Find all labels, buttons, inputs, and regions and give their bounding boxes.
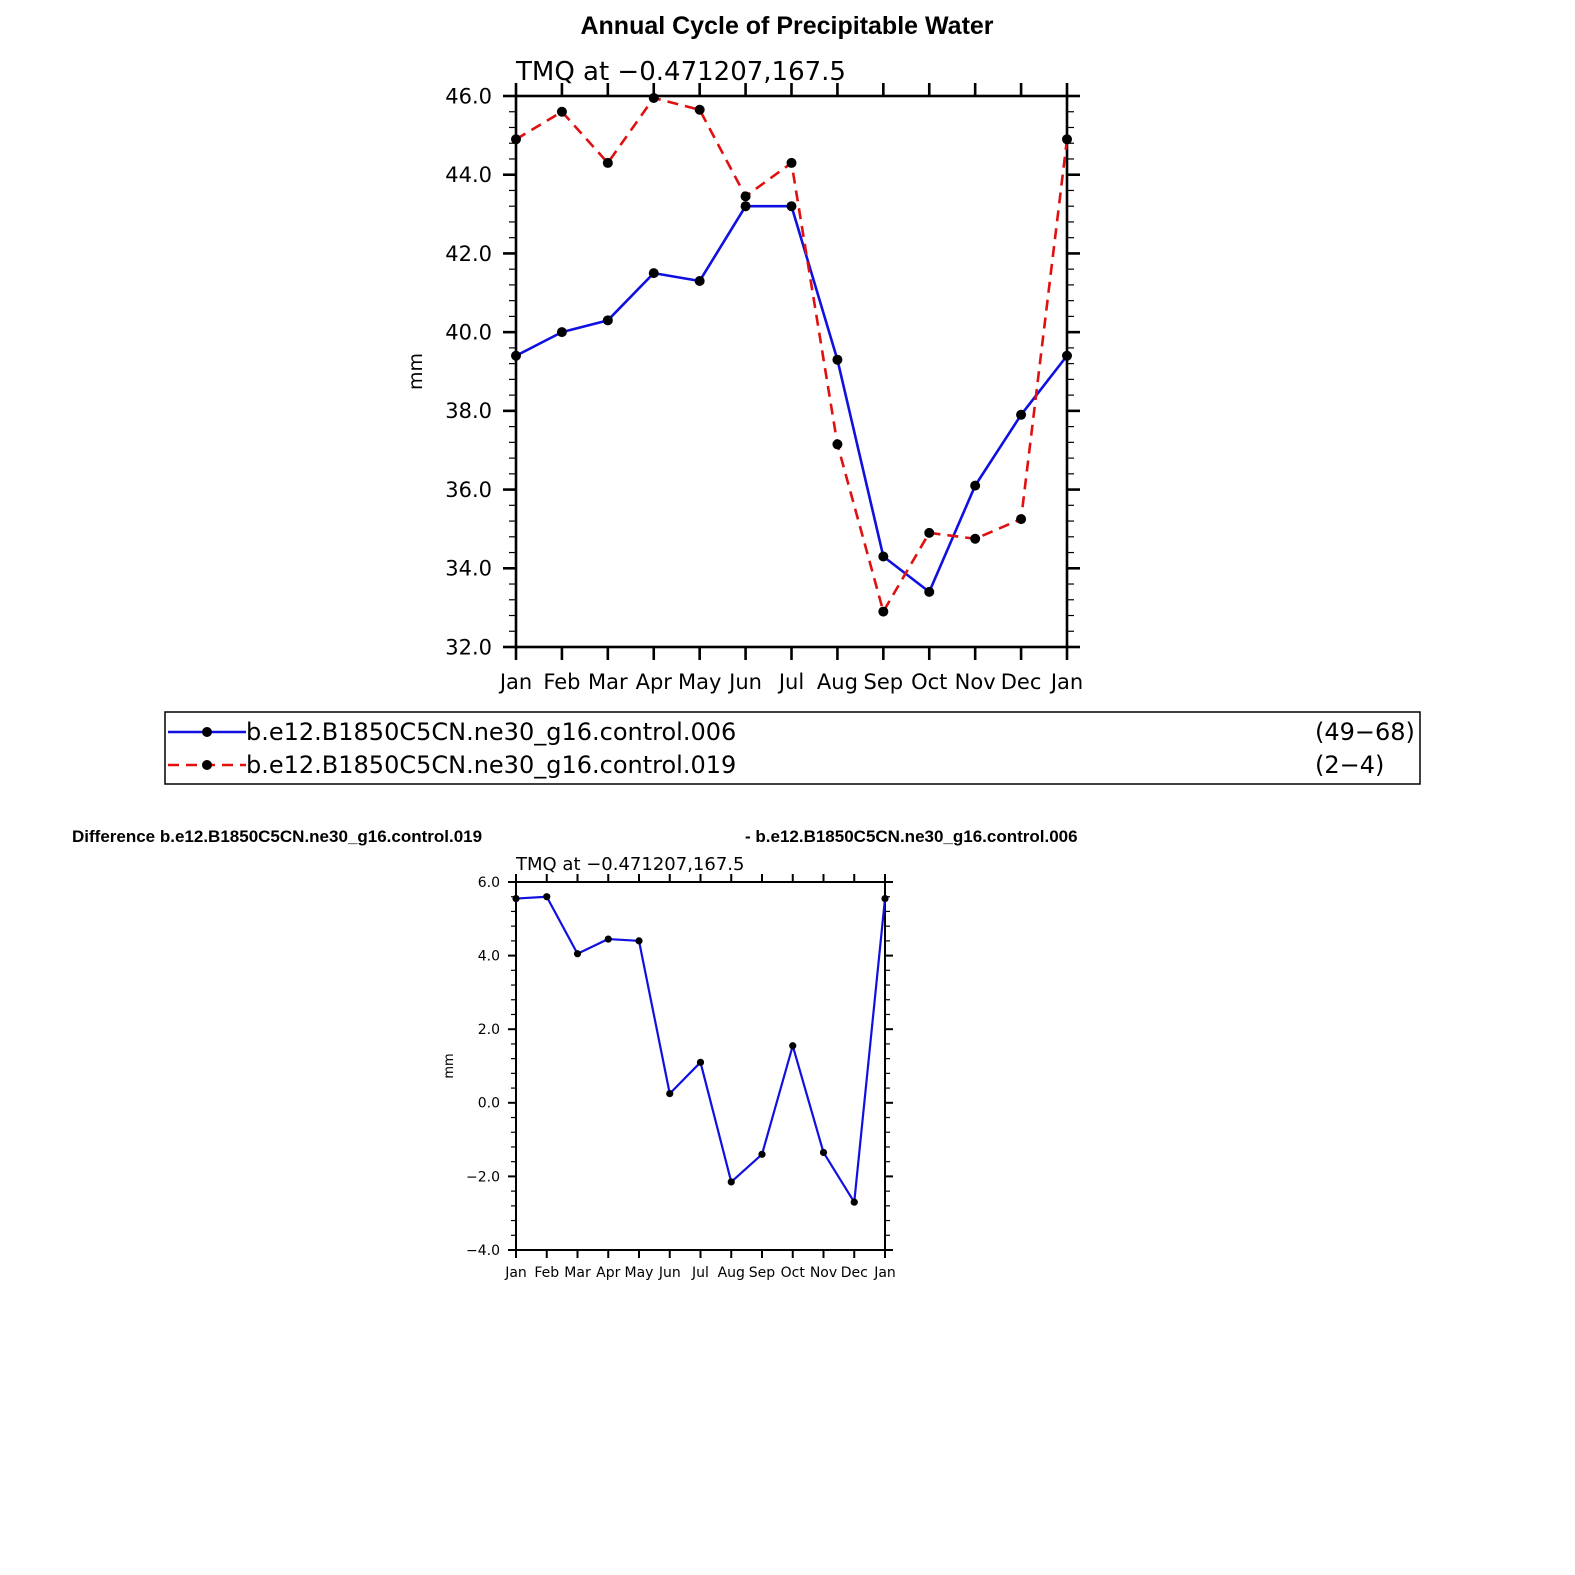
data-point-1: [511, 351, 521, 361]
x-tick-label: Jul: [692, 1265, 709, 1281]
x-tick-label: Feb: [543, 670, 581, 694]
diff-title-left: Difference b.e12.B1850C5CN.ne30_g16.control.019: [72, 827, 483, 846]
data-point-1: [1016, 410, 1026, 420]
data-point-2: [970, 534, 980, 544]
plot-frame: [516, 96, 1067, 647]
data-point-2: [1016, 514, 1026, 524]
y-tick-label: 42.0: [445, 241, 492, 266]
legend-marker-2: [202, 760, 212, 770]
x-tick-label: Jan: [1050, 670, 1084, 694]
data-point-1: [832, 355, 842, 365]
data-point-2: [695, 105, 705, 115]
data-point-1: [666, 1090, 673, 1097]
data-point-2: [649, 93, 659, 103]
y-tick-label: 4.0: [477, 948, 500, 965]
x-tick-label: Nov: [809, 1265, 838, 1281]
x-tick-label: Sep: [863, 670, 904, 694]
x-tick-label: Mar: [564, 1265, 591, 1281]
data-point-1: [789, 1042, 796, 1049]
y-tick-label: −4.0: [466, 1242, 500, 1259]
x-tick-label: Jan: [505, 1265, 527, 1281]
y-tick-label: 46.0: [445, 84, 492, 109]
x-tick-label: Mar: [588, 670, 628, 694]
data-point-1: [728, 1178, 735, 1185]
y-tick-label: 34.0: [445, 556, 492, 581]
main-title: Annual Cycle of Precipitable Water: [580, 12, 994, 40]
y-axis-label: mm: [405, 352, 427, 391]
data-point-1: [605, 935, 612, 942]
x-tick-label: Jun: [658, 1265, 681, 1281]
data-point-2: [511, 134, 521, 144]
x-tick-label: Oct: [911, 670, 948, 694]
series-line-1: [516, 897, 885, 1202]
annual-cycle-chart: [405, 57, 1083, 694]
difference-chart: [442, 854, 896, 1281]
data-point-2: [741, 191, 751, 201]
legend-label-1: b.e12.B1850C5CN.ne30_g16.control.006: [246, 718, 737, 746]
legend-marker-1: [202, 727, 212, 737]
data-point-1: [1062, 351, 1072, 361]
x-tick-label: Apr: [596, 1265, 621, 1281]
legend-label-2: b.e12.B1850C5CN.ne30_g16.control.019: [246, 751, 737, 779]
y-tick-label: 40.0: [445, 320, 492, 345]
x-tick-label: Dec: [840, 1265, 868, 1281]
data-point-2: [832, 439, 842, 449]
x-tick-label: Nov: [954, 670, 996, 694]
data-point-2: [787, 158, 797, 168]
y-tick-label: 44.0: [445, 163, 492, 188]
data-point-1: [851, 1199, 858, 1206]
chart-subtitle: TMQ at −0.471207,167.5: [516, 57, 846, 87]
data-point-1: [787, 201, 797, 211]
x-tick-label: Jul: [778, 670, 805, 694]
x-tick-label: Jan: [499, 670, 533, 694]
data-point-2: [603, 158, 613, 168]
x-tick-label: Sep: [748, 1265, 776, 1281]
series-line-2: [516, 98, 1067, 612]
y-tick-label: 32.0: [445, 635, 492, 660]
chart-subtitle: TMQ at −0.471207,167.5: [516, 854, 745, 875]
x-tick-label: May: [624, 1265, 654, 1281]
data-point-1: [543, 893, 550, 900]
y-axis-label: mm: [442, 1053, 457, 1079]
data-point-2: [924, 528, 934, 538]
data-point-1: [881, 895, 888, 902]
x-tick-label: Oct: [780, 1265, 805, 1281]
x-tick-label: Jun: [729, 670, 762, 694]
x-tick-label: Feb: [534, 1265, 560, 1281]
x-tick-label: Aug: [816, 670, 858, 694]
data-point-1: [512, 895, 519, 902]
x-tick-label: Apr: [635, 670, 672, 694]
y-tick-label: 38.0: [445, 399, 492, 424]
y-tick-label: 0.0: [477, 1095, 500, 1112]
data-point-1: [695, 276, 705, 286]
x-tick-label: Aug: [717, 1265, 745, 1281]
data-point-1: [820, 1149, 827, 1156]
data-point-1: [878, 551, 888, 561]
x-tick-label: Dec: [1000, 670, 1042, 694]
data-point-1: [603, 315, 613, 325]
data-point-1: [970, 481, 980, 491]
data-point-2: [557, 107, 567, 117]
data-point-1: [697, 1059, 704, 1066]
y-tick-label: 6.0: [477, 874, 500, 891]
diff-title-right: - b.e12.B1850C5CN.ne30_g16.control.006: [745, 827, 1078, 846]
y-tick-label: 2.0: [477, 1022, 500, 1039]
data-point-2: [1062, 134, 1072, 144]
data-point-2: [878, 607, 888, 617]
data-point-1: [649, 268, 659, 278]
legend-years-1: (49−68): [1315, 718, 1415, 746]
y-tick-label: −2.0: [466, 1169, 500, 1186]
y-tick-label: 36.0: [445, 477, 492, 502]
data-point-1: [635, 937, 642, 944]
legend-years-2: (2−4): [1315, 751, 1385, 779]
x-tick-label: May: [677, 670, 722, 694]
legend: [165, 712, 1420, 784]
x-tick-label: Jan: [874, 1265, 896, 1281]
data-point-1: [574, 950, 581, 957]
data-point-1: [557, 327, 567, 337]
data-point-1: [758, 1151, 765, 1158]
data-point-1: [924, 587, 934, 597]
data-point-1: [741, 201, 751, 211]
